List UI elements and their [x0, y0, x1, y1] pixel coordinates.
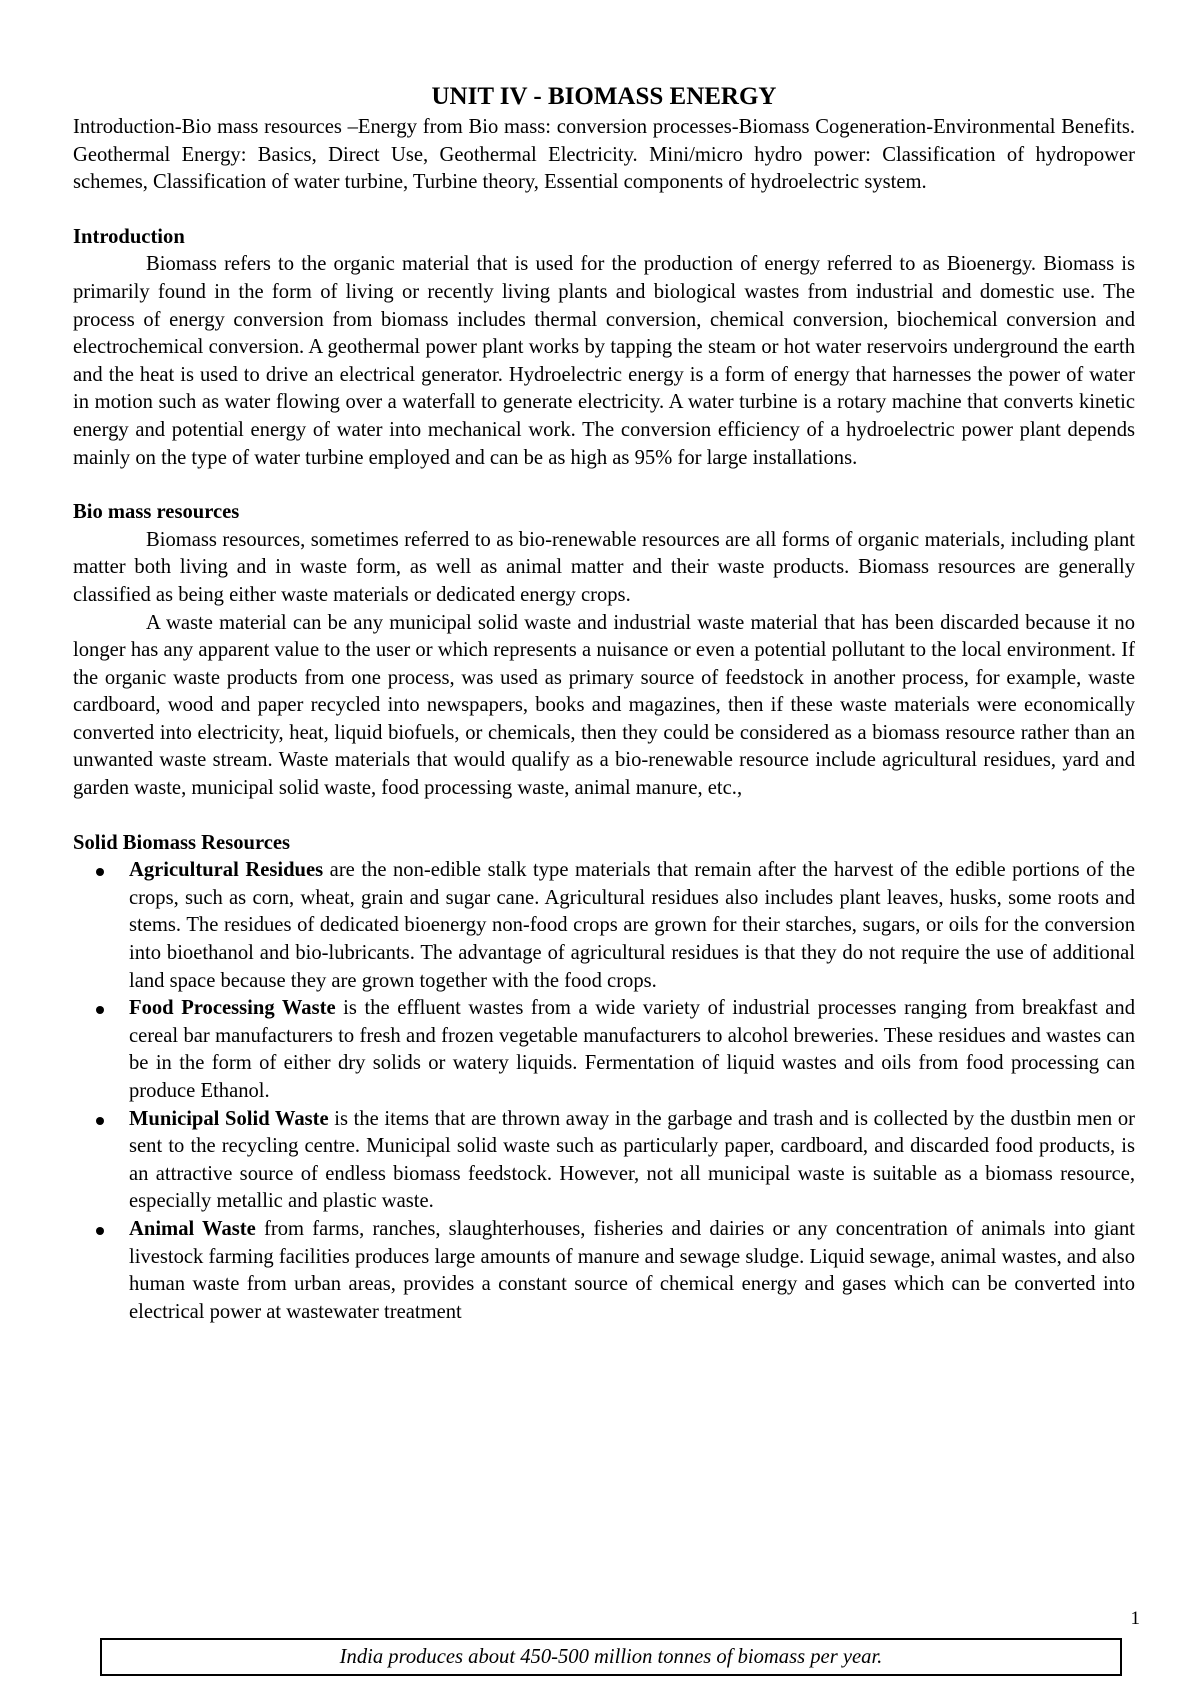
syllabus-paragraph: Introduction-Bio mass resources –Energy from Bio mass: conversion processes-Biomass Cogeneration-Environmental Benefits. Geothermal Energy: Basics, Direct Use, Geothermal Electricity. Mini/micro hydro power: Classification of hydropower schemes, Classification of water turbine, Turbine theory, Essential components of hydroelectric system. [73, 116, 1135, 194]
list-item-text: is the items that are thrown away in the garbage and trash and is collected by the dustbin men or sent to the recycling centre. Municipal solid waste such as particularly paper, cardboard, and discarded food products, is an attractive source of endless biomass feedstock. However, not all municipal waste is suitable as a biomass resource, especially metallic and plastic waste. [129, 1107, 1135, 1213]
list-item [73, 1106, 1135, 1216]
footer-note: India produces about 450-500 million tonnes of biomass per year. [339, 1645, 883, 1668]
footer-note-box [100, 1638, 1122, 1676]
list-item [73, 857, 1135, 995]
page-number: 1 [1130, 1608, 1140, 1629]
introduction-paragraph: Biomass refers to the organic material that is used for the production of energy referred to as Bioenergy. Biomass is primarily found in the form of living or recently living plants and biological wastes from industrial and domestic use. The process of energy conversion from biomass includes thermal conversion, chemical conversion, biochemical conversion and electrochemical conversion. A geothermal power plant works by tapping the steam or hot water reservoirs underground the earth and the heat is used to drive an electrical generator. Hydroelectric energy is a form of energy that harnesses the power of water in motion such as water flowing over a waterfall to generate electricity. A water turbine is a rotary machine that converts kinetic energy and potential energy of water into mechanical work. The conversion efficiency of a hydroelectric power plant depends mainly on the type of water turbine employed and can be as high as 95% for large installations. [73, 253, 1135, 469]
bullet-icon [96, 868, 104, 876]
bullet-icon [96, 1227, 104, 1235]
page-title: UNIT IV - BIOMASS ENERGY [431, 83, 777, 110]
list-item-term: Municipal Solid Waste [129, 1107, 329, 1130]
list-item-text: from farms, ranches, slaughterhouses, fisheries and dairies or any concentration of animals into giant livestock farming facilities produces large amounts of manure and sewage sludge. Liquid sewage, animal wastes, and also human waste from urban areas, provides a constant source of chemical energy and gases which can be converted into electrical power at wastewater treatment [129, 1217, 1136, 1323]
list-item-term: Agricultural Residues [129, 859, 324, 882]
biomass-resources-heading: Bio mass resources [73, 501, 240, 524]
solid-biomass-heading: Solid Biomass Resources [73, 831, 291, 854]
bullet-icon [96, 1117, 104, 1125]
bullet-icon [96, 1006, 104, 1014]
spacer [73, 803, 1135, 830]
list-item-text: are the non-edible stalk type materials that remain after the harvest of the edible portions of the crops, such as corn, wheat, grain and sugar cane. Agricultural residues also includes plant leaves, husks, some roots and stems. The residues of dedicated bioenergy non-food crops are grown for their starches, sugars, or oils for the conversion into bioethanol and bio-lubricants. The advantage of agricultural residues is that they do not require the use of additional land space because they are grown together with the food crops. [129, 859, 1135, 992]
list-item [73, 995, 1135, 1105]
biomass-resources-paragraph-2: A waste material can be any municipal solid waste and industrial waste material that has been discarded because it no longer has any apparent value to the user or which represents a nuisance or even a potential pollutant to the local environment. If the organic waste products from one process, was used as primary source of feedstock in another process, for example, waste cardboard, wood and paper recycled into newspapers, books and magazines, then if these waste materials were economically converted into electricity, heat, liquid biofuels, or chemicals, then they could be considered as a biomass resource rather than an unwanted waste stream. Waste materials that would qualify as a bio-renewable resource include agricultural residues, yard and garden waste, municipal solid waste, food processing waste, animal manure, etc., [73, 611, 1135, 800]
spacer [73, 197, 1135, 224]
list-item [73, 1216, 1135, 1326]
list-item-term: Food Processing Waste [129, 997, 336, 1020]
page-content [73, 82, 1135, 1326]
biomass-resources-paragraph-1: Biomass resources, sometimes referred to as bio-renewable resources are all forms of organic materials, including plant matter both living and in waste form, as well as animal matter and their waste products. Biomass resources are generally classified as being either waste materials or dedicated energy crops. [73, 528, 1135, 606]
solid-biomass-list [73, 857, 1135, 1326]
spacer [73, 472, 1135, 499]
list-item-term: Animal Waste [129, 1217, 256, 1240]
introduction-heading: Introduction [73, 225, 185, 248]
list-item-text: is the effluent wastes from a wide variety of industrial processes ranging from breakfast and cereal bar manufacturers to fresh and frozen vegetable manufacturers to alcohol breweries. These residues and wastes can be in the form of either dry solids or watery liquids. Fermentation of liquid wastes and oils from food processing can produce Ethanol. [129, 997, 1135, 1102]
